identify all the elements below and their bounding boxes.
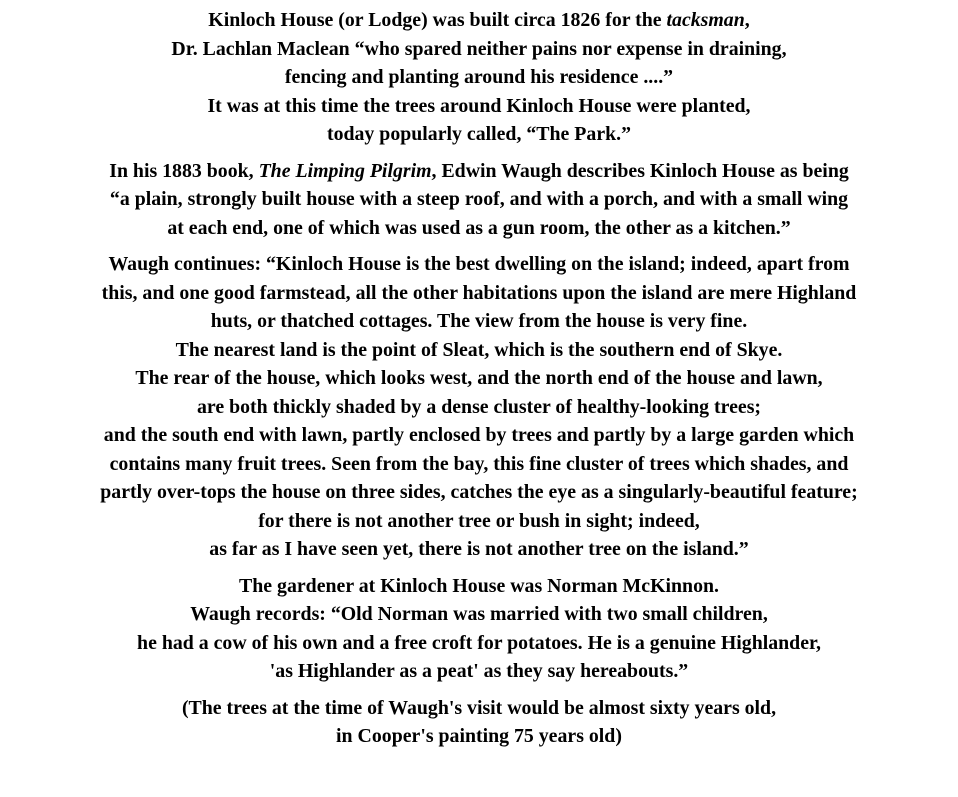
italic-term-tacksman: tacksman [666,9,745,31]
text-line: 'as Highlander as a peat' as they say hereabouts.” [269,660,689,682]
text-line: today popularly called, “The Park.” [326,123,632,145]
text-line: at each end, one of which was used as a gun room, the other as a kitchen.” [167,216,791,239]
text-line: this, and one good farmstead, all the other habitations upon the island are mere Highland [101,281,857,304]
text-line: It was at this time the trees around Kinloch House were planted, [207,94,751,117]
text-line: and the south end with lawn, partly enclosed by trees and partly by a large garden which [103,424,855,446]
text-run: , Edwin Waugh describes Kinloch House as being [431,159,849,182]
text-line: partly over-tops the house on three sides, catches the eye as a singularly-beautiful feature; [100,481,858,503]
text-run: , [744,9,750,31]
text-run: Kinloch House (or Lodge) was built circa 1826 for the [208,9,667,31]
text-line: as far as I have seen yet, there is not another tree on the island.” [209,538,749,560]
paragraph-kinloch-house-history [0,6,958,149]
text-line [0,6,958,35]
text-line: for there is not another tree or bush in sight; indeed, [258,509,700,532]
text-line: The rear of the house, which looks west, and the north end of the house and lawn, [135,367,823,389]
text-line: The nearest land is the point of Sleat, which is the southern end of Skye. [175,338,783,361]
text-line: contains many fruit trees. Seen from the bay, this fine cluster of trees which shades, and [109,452,849,475]
text-line: he had a cow of his own and a free croft for potatoes. He is a genuine Highlander, [137,631,821,654]
text-line [0,157,958,186]
text-line: Waugh records: “Old Norman was married with two small children, [190,603,768,625]
italic-book-title: The Limping Pilgrim [258,159,432,182]
text-line: “a plain, strongly built house with a steep roof, and with a porch, and with a small wing [109,188,849,210]
paragraph-waugh-continues [0,250,958,564]
text-line: Waugh continues: “Kinloch House is the best dwelling on the island; indeed, apart from [108,253,850,275]
text-line: (The trees at the time of Waugh's visit would be almost sixty years old, [181,696,777,719]
text-run: In his 1883 book, [109,159,259,182]
text-line: are both thickly shaded by a dense cluster of healthy-looking trees; [196,395,762,418]
text-line: The gardener at Kinloch House was Norman McKinnon. [239,574,719,597]
paragraph-tree-age-note [0,694,958,751]
paragraph-gardener [0,572,958,686]
text-line: in Cooper's painting 75 years old) [336,725,622,747]
paragraph-waugh-description [0,157,958,243]
text-line: huts, or thatched cottages. The view from the house is very fine. [210,310,748,332]
text-line: Dr. Lachlan Maclean “who spared neither pains nor expense in draining, [171,37,787,60]
text-line: fencing and planting around his residence ....” [284,66,674,88]
